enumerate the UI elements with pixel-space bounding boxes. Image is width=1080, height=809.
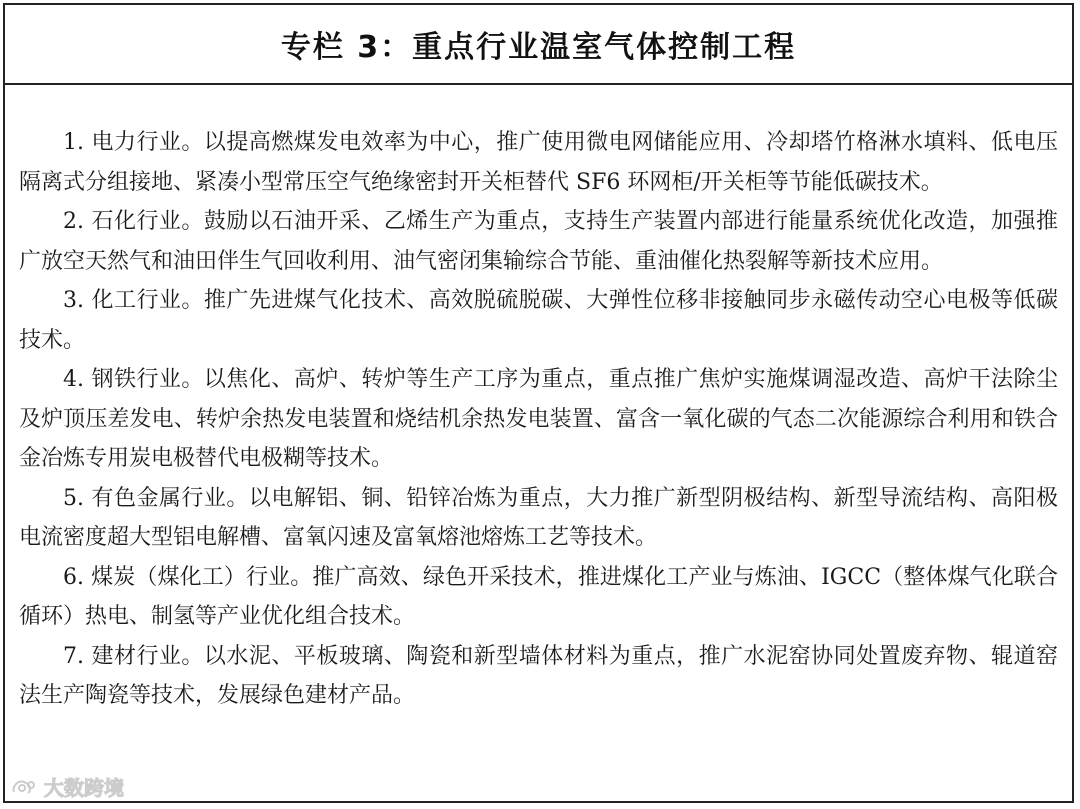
title-bar	[5, 5, 1072, 85]
paragraph-petrochemical: 2. 石化行业。鼓励以石油开采、乙烯生产为重点，支持生产装置内部进行能量系统优化改造，加强推广放空天然气和油田伴生气回收利用、油气密闭集输综合节能、重油催化热裂解等新技术应用。	[19, 209, 1058, 274]
paragraph-building-materials: 7. 建材行业。以水泥、平板玻璃、陶瓷和新型墙体材料为重点，推广水泥窑协同处置废弃物、辊道窑法生产陶瓷等技术，发展绿色建材产品。	[19, 643, 1058, 708]
column-content	[5, 85, 1072, 716]
column-box	[3, 3, 1074, 803]
watermark-text: 大数跨境	[44, 776, 124, 800]
column-title: 专栏 3：重点行业温室气体控制工程	[280, 30, 797, 65]
watermark	[10, 772, 124, 801]
paragraph-coal: 6. 煤炭（煤化工）行业。推广高效、绿色开采技术，推进煤化工产业与炼油、IGCC（整体煤气化联合循环）热电、制氢等产业优化组合技术。	[19, 564, 1058, 629]
paragraph-chemical: 3. 化工行业。推广先进煤气化技术、高效脱硫脱碳、大弹性位移非接触同步永磁传动空心电极等低碳技术。	[19, 288, 1058, 353]
paragraph-steel: 4. 钢铁行业。以焦化、高炉、转炉等生产工序为重点，重点推广焦炉实施煤调湿改造、高炉干法除尘及炉顶压差发电、转炉余热发电装置和烧结机余热发电装置、富含一氧化碳的气态二次能源综合利用和铁合金冶炼专用炭电极替代电极糊等技术。	[19, 367, 1058, 471]
logo-icon	[10, 776, 38, 798]
paragraph-power: 1. 电力行业。以提高燃煤发电效率为中心，推广使用微电网储能应用、冷却塔竹格淋水填料、低电压隔离式分组接地、紧凑小型常压空气绝缘密封开关柜替代 SF6 环网柜/开关柜等节能低碳技术。	[19, 130, 1058, 195]
paragraph-nonferrous: 5. 有色金属行业。以电解铝、铜、铅锌冶炼为重点，大力推广新型阴极结构、新型导流结构、高阳极电流密度超大型铝电解槽、富氧闪速及富氧熔池熔炼工艺等技术。	[19, 485, 1058, 550]
